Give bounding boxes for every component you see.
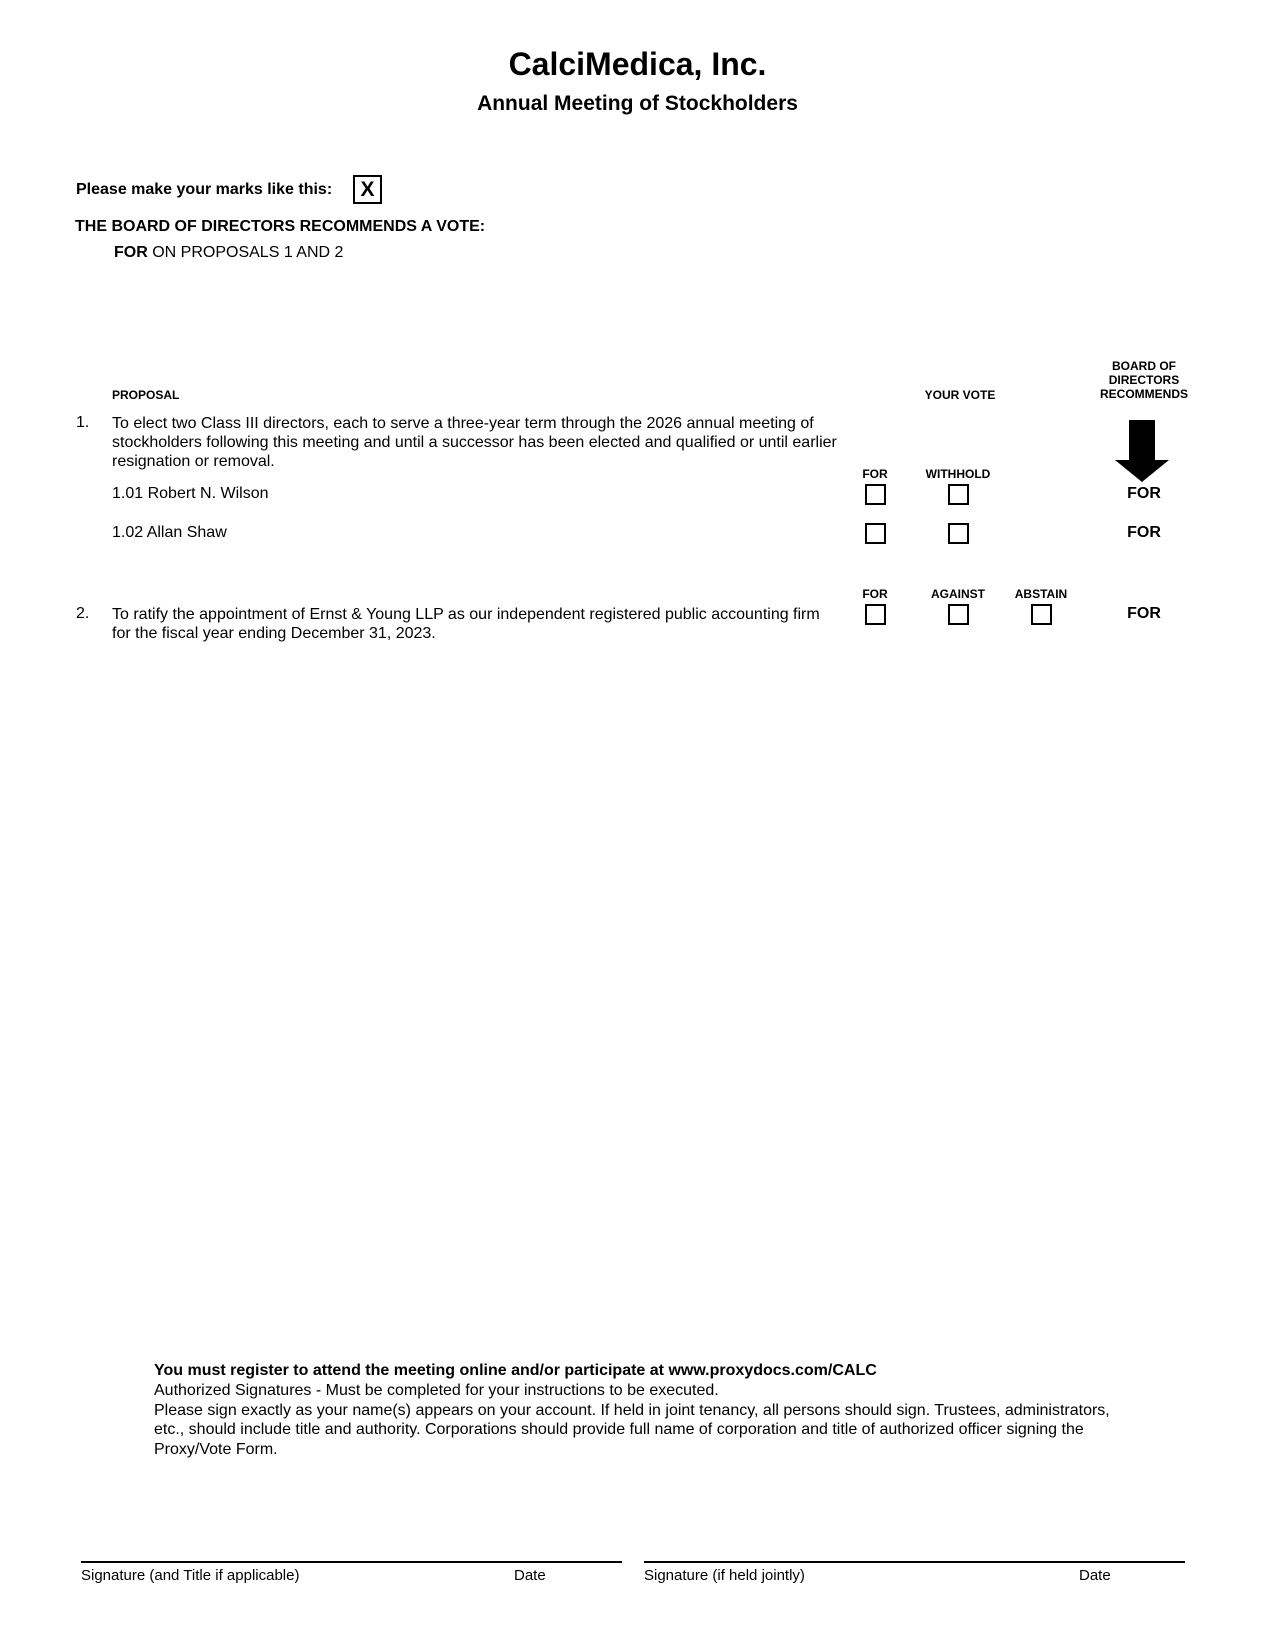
proposal-2-against-checkbox[interactable] xyxy=(948,604,969,625)
nominee-2-name: 1.02 Allan Shaw xyxy=(112,524,227,541)
sign-exactly-note: Please sign exactly as your name(s) appears on your account. If held in joint tenancy, all persons should sign. Trustees, administrators, etc., should include title and authority. Corporations should provide full name of corporation and title of authorized officer signing the Proxy/Vote Form. xyxy=(154,1401,1110,1458)
date-2-label: Date xyxy=(1079,1567,1111,1584)
signature-2-label: Signature (if held jointly) xyxy=(644,1567,805,1584)
nominee-1-for-checkbox[interactable] xyxy=(865,484,886,505)
proposal-2-against-header: AGAINST xyxy=(931,587,985,601)
proposal-1-number: 1. xyxy=(76,414,90,431)
nominee-2-for-checkbox[interactable] xyxy=(865,523,886,544)
board-header-line: RECOMMENDS xyxy=(1099,387,1188,401)
nominee-2-recommendation: FOR xyxy=(1127,524,1161,541)
board-header-line: DIRECTORS xyxy=(1108,373,1180,387)
proposal-2-abstain-header: ABSTAIN xyxy=(1014,587,1068,601)
signature-1-label: Signature (and Title if applicable) xyxy=(81,1567,300,1584)
proposal-2-abstain-checkbox[interactable] xyxy=(1031,604,1052,625)
nominee-1-recommendation: FOR xyxy=(1127,485,1161,502)
proposal-1-text: To elect two Class III directors, each to serve a three-year term through the 2026 annual meeting of stockholders following this meeting and until a successor has been elected and qualified or until earlier resignation or removal. xyxy=(112,415,837,470)
date-1-label: Date xyxy=(514,1567,546,1584)
board-recommendation-summary xyxy=(114,244,343,262)
meeting-title: Annual Meeting of Stockholders xyxy=(477,92,798,115)
registration-notice: You must register to attend the meeting online and/or participate at www.proxydocs.com/CALC xyxy=(154,1362,877,1379)
company-name: CalciMedica, Inc. xyxy=(508,46,767,82)
proposal-2-number: 2. xyxy=(76,605,90,622)
proposal-1-for-header: FOR xyxy=(862,467,888,481)
down-arrow-icon xyxy=(1115,420,1169,482)
board-recommends-column-header xyxy=(1084,359,1204,401)
nominee-1-name: 1.01 Robert N. Wilson xyxy=(112,485,269,502)
your-vote-column-header: YOUR VOTE xyxy=(924,388,996,402)
board-recommendation-heading: THE BOARD OF DIRECTORS RECOMMENDS A VOTE: xyxy=(75,218,486,235)
nominee-1-withhold-checkbox[interactable] xyxy=(948,484,969,505)
nominee-2-withhold-checkbox[interactable] xyxy=(948,523,969,544)
board-header-line: BOARD OF xyxy=(1112,359,1176,373)
signature-line-2[interactable] xyxy=(644,1561,1185,1563)
proposal-2-recommendation: FOR xyxy=(1127,605,1161,622)
proposal-2-text: To ratify the appointment of Ernst & Young LLP as our independent registered public accounting firm for the fiscal year ending December 31, 2023. xyxy=(112,606,820,642)
signature-line-1[interactable] xyxy=(81,1561,622,1563)
marks-instruction: Please make your marks like this: xyxy=(76,181,333,198)
proposal-1-withhold-header: WITHHOLD xyxy=(925,467,991,481)
for-emphasis: FOR xyxy=(114,244,148,261)
authorized-signatures-note: Authorized Signatures - Must be completed for your instructions to be executed. xyxy=(154,1382,719,1399)
proposal-2-for-checkbox[interactable] xyxy=(865,604,886,625)
proposals-range: ON PROPOSALS 1 AND 2 xyxy=(147,244,344,261)
mark-example-box: X xyxy=(353,175,382,204)
proposal-column-header: PROPOSAL xyxy=(112,388,180,402)
proposal-2-for-header: FOR xyxy=(862,587,888,601)
signature-instructions xyxy=(154,1381,1134,1459)
